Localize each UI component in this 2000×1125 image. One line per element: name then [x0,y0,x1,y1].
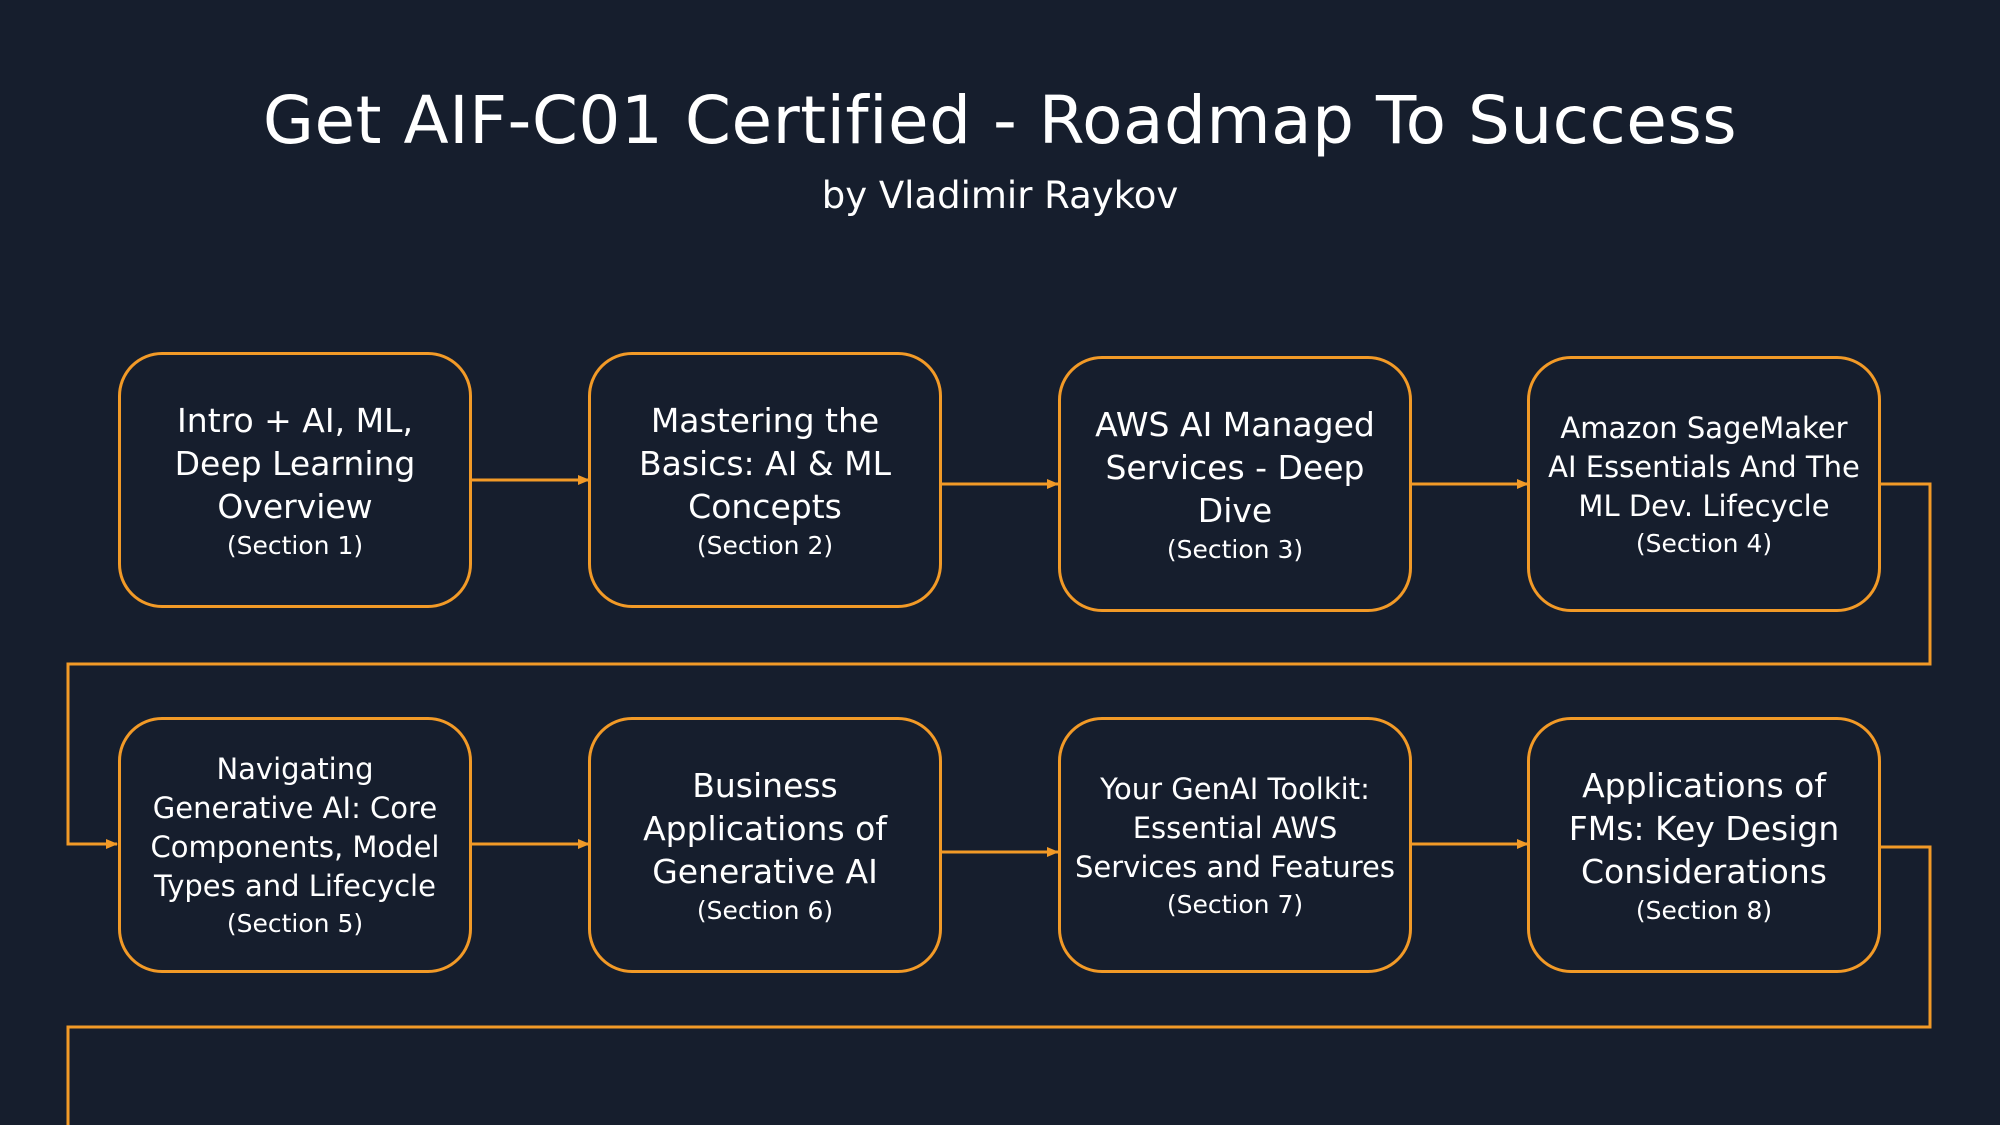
roadmap-step-7 [1058,717,1412,973]
step-4-title: Amazon SageMaker AI Essentials And The ML Dev. Lifecycle [1548,410,1860,523]
step-6-section: (Section 6) [696,895,834,925]
step-5-section: (Section 5) [226,909,364,938]
step-7-title: Your GenAI Toolkit: Essential AWS Services and Features [1075,771,1395,884]
step-1-section: (Section 1) [226,530,364,560]
step-3-title: AWS AI Managed Services - Deep Dive [1095,404,1375,530]
step-6-title: Business Applications of Generative AI [643,765,887,891]
step-8-section: (Section 8) [1635,895,1773,925]
step-8-title: Applications of FMs: Key Design Considerations [1568,765,1840,891]
step-1-title: Intro + AI, ML, Deep Learning Overview [174,400,416,526]
roadmap-step-6 [588,717,942,973]
roadmap-step-2 [588,352,942,608]
step-3-section: (Section 3) [1166,534,1304,564]
step-2-title: Mastering the Basics: AI & ML Concepts [638,400,892,526]
step-2-section: (Section 2) [696,530,834,560]
roadmap-step-5 [118,717,472,973]
page-subtitle: by Vladimir Raykov [821,174,1179,217]
step-4-section: (Section 4) [1635,528,1773,558]
roadmap-step-8 [1527,717,1881,973]
roadmap-step-3 [1058,356,1412,612]
page-title: Get AIF-C01 Certified - Roadmap To Success [262,82,1738,159]
roadmap-step-1 [118,352,472,608]
roadmap-step-4 [1527,356,1881,612]
step-7-section: (Section 7) [1166,889,1304,919]
step-5-title: Navigating Generative AI: Core Components, Model Types and Lifecycle [150,752,440,903]
